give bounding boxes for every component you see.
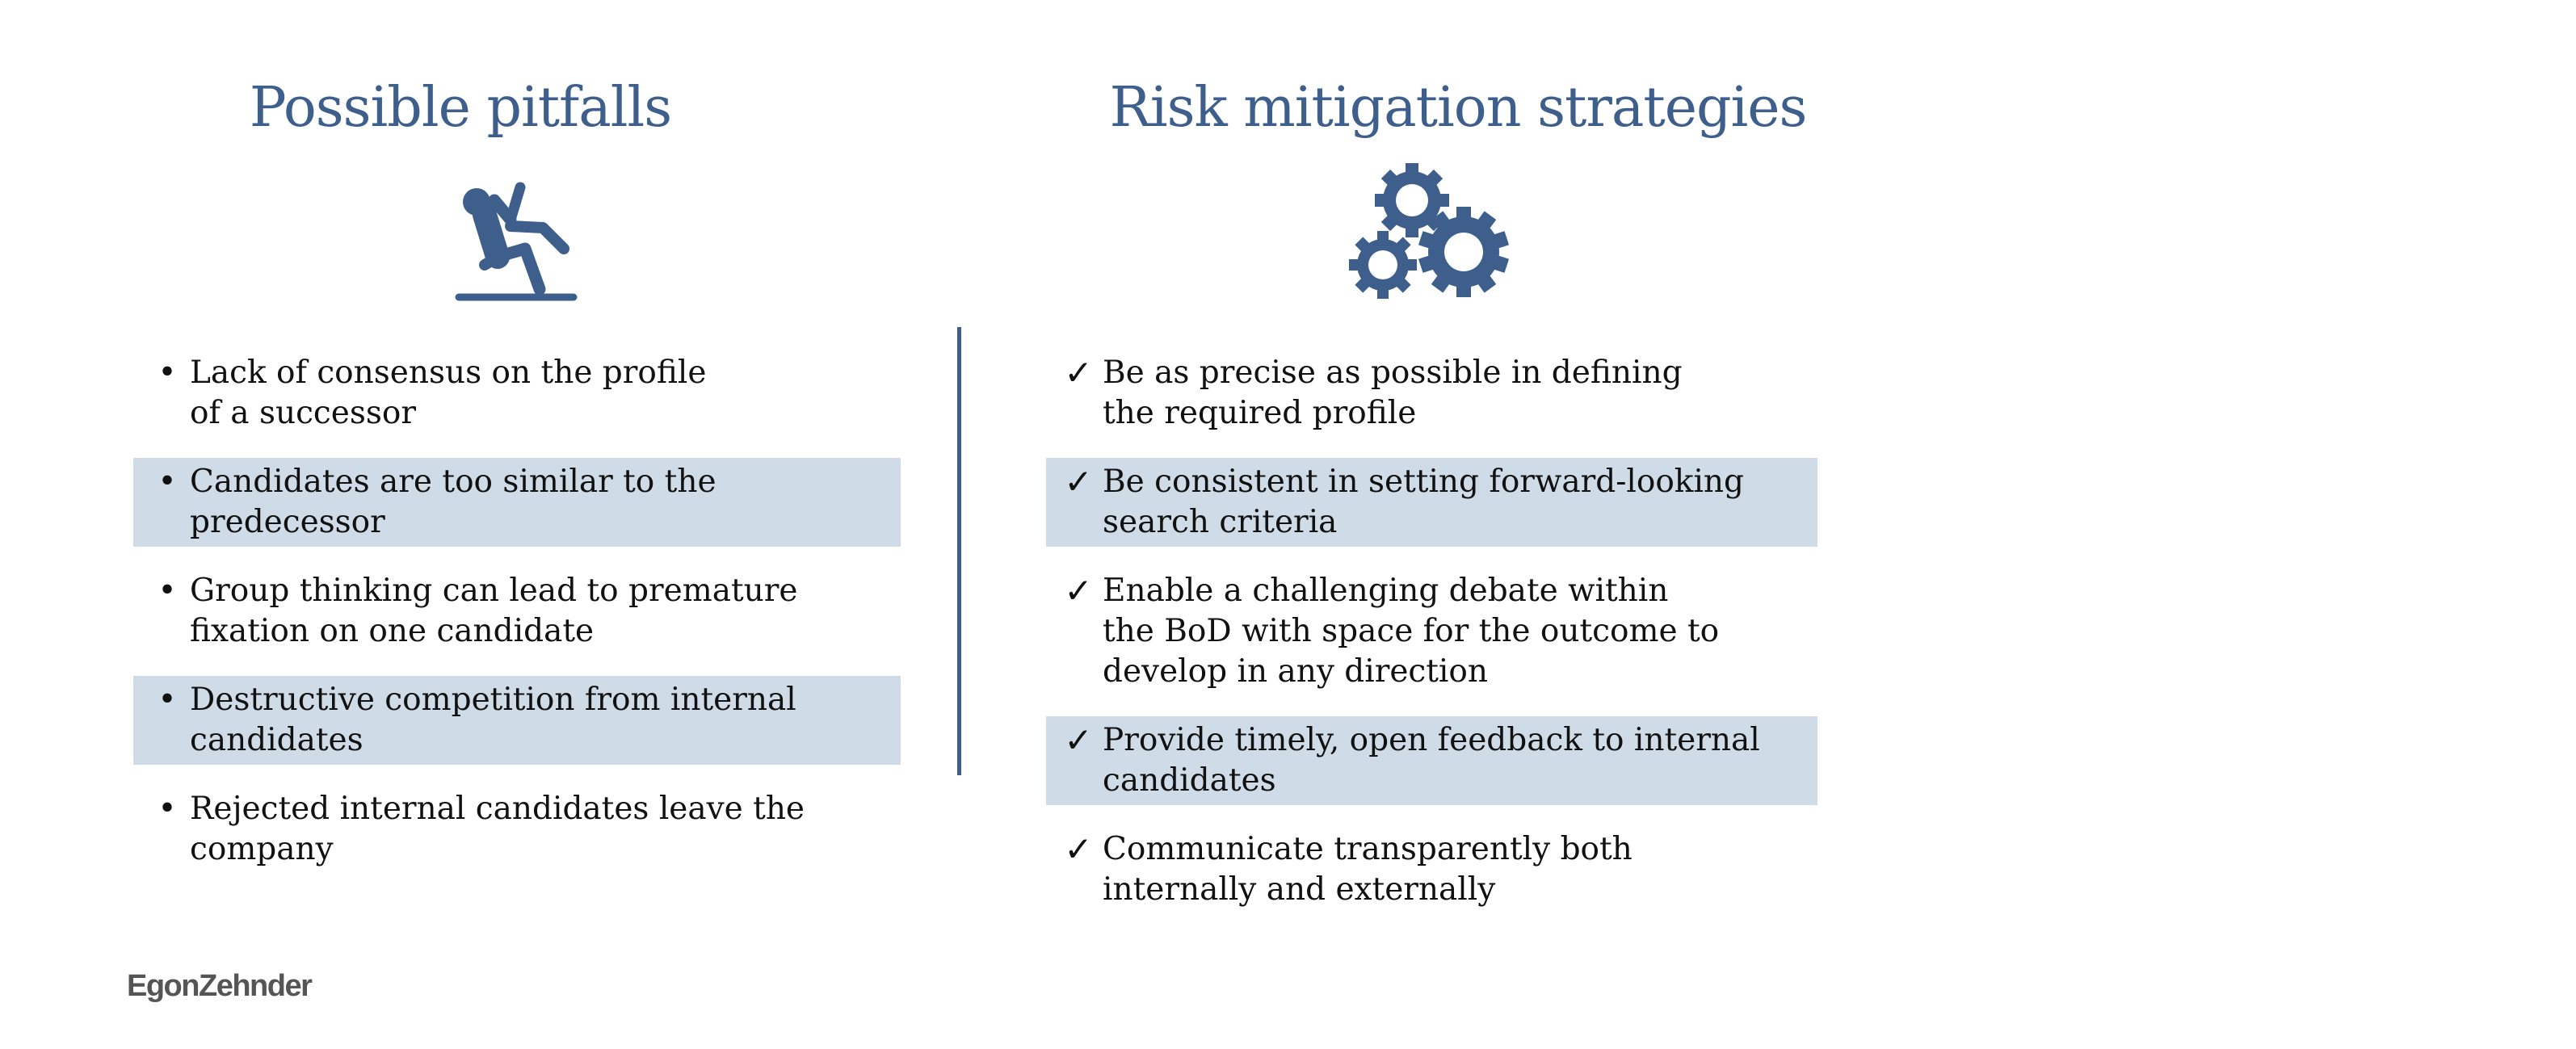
strategies-list — [1046, 349, 1817, 934]
pitfall-line-2: company — [190, 831, 334, 867]
pitfall-line-2: of a successor — [190, 395, 417, 431]
checkmark-icon: ✓ — [1064, 720, 1093, 760]
checkmark-icon: ✓ — [1064, 462, 1093, 501]
checkmark-icon: ✓ — [1064, 353, 1093, 392]
pitfall-item — [133, 676, 901, 765]
pitfall-line-2: predecessor — [190, 504, 385, 540]
pitfalls-heading: Possible pitfalls — [249, 76, 672, 140]
bullet-marker: • — [158, 791, 177, 827]
strategy-item — [1046, 825, 1817, 914]
pitfalls-list — [133, 349, 901, 894]
bullet-marker: • — [158, 464, 177, 500]
strategies-heading: Risk mitigation strategies — [1109, 76, 1807, 140]
column-divider — [957, 327, 961, 775]
checkmark-icon: ✓ — [1064, 829, 1093, 869]
strategy-line-1: Enable a challenging debate within — [1103, 573, 1669, 609]
pitfall-line-2: candidates — [190, 722, 363, 758]
gears-icon — [1349, 162, 1519, 307]
pitfall-line-2: fixation on one candidate — [190, 613, 595, 649]
strategy-item — [1046, 349, 1817, 438]
strategy-line-2: search criteria — [1103, 504, 1338, 540]
strategy-line-1: Provide timely, open feedback to internal — [1103, 722, 1760, 758]
egon-zehnder-logo: EgonZehnder — [127, 969, 312, 1003]
pitfall-line-1: Group thinking can lead to premature — [190, 573, 798, 609]
strategy-line-1: Be as precise as possible in defining — [1103, 355, 1683, 391]
bullet-marker: • — [158, 355, 177, 391]
pitfall-item — [133, 458, 901, 547]
strategy-item — [1046, 567, 1817, 696]
pitfall-line-1: Destructive competition from internal — [190, 682, 796, 718]
pitfall-item — [133, 567, 901, 656]
bullet-marker: • — [158, 682, 177, 718]
strategy-line-1: Communicate transparently both — [1103, 831, 1633, 867]
pitfall-line-1: Rejected internal candidates leave the — [190, 791, 805, 827]
strategy-line-2: candidates — [1103, 762, 1276, 799]
pitfall-line-1: Candidates are too similar to the — [190, 464, 716, 500]
strategy-item — [1046, 716, 1817, 805]
strategy-line-1: Be consistent in setting forward-looking — [1103, 464, 1744, 500]
strategy-item — [1046, 458, 1817, 547]
strategy-line-2: the BoD with space for the outcome to — [1103, 613, 1720, 649]
slipping-person-icon — [452, 170, 594, 307]
pitfall-item — [133, 785, 901, 874]
strategy-line-3: develop in any direction — [1103, 653, 1489, 690]
strategy-line-2: internally and externally — [1103, 871, 1496, 908]
bullet-marker: • — [158, 573, 177, 609]
pitfall-item — [133, 349, 901, 438]
strategy-line-2: the required profile — [1103, 395, 1417, 431]
checkmark-icon: ✓ — [1064, 571, 1093, 611]
pitfall-line-1: Lack of consensus on the profile — [190, 355, 707, 391]
